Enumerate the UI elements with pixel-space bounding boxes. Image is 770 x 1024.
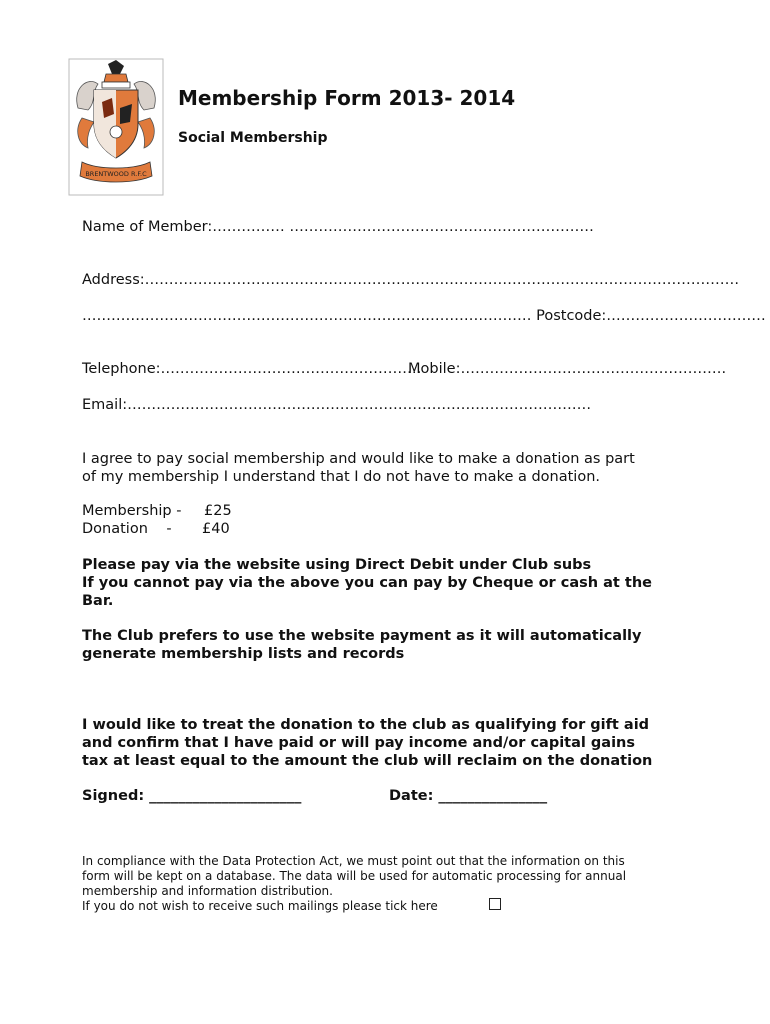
data-protection-notice <box>82 854 702 914</box>
agreement-line: I agree to pay social membership and would like to make a donation as part <box>82 451 635 467</box>
payment-line: The Club prefers to use the website payment as it will automatically <box>82 628 642 644</box>
opt-out-label: If you do not wish to receive such mailings please tick here <box>82 899 438 913</box>
mobile-field[interactable]: Mobile:………………………………………………. <box>408 361 727 377</box>
gift-aid-line: and confirm that I have paid or will pay income and/or capital gains <box>82 735 636 751</box>
donation-fee-label: Donation - <box>82 521 172 537</box>
signature-field[interactable]: Signed: _____________________ <box>82 788 302 804</box>
payment-instructions <box>82 556 722 610</box>
payment-line: generate membership lists and records <box>82 646 405 662</box>
telephone-field[interactable]: Telephone:……………………………………………… <box>82 361 422 377</box>
payment-line: Please pay via the website using Direct Debit under Club subs <box>82 557 592 573</box>
website-payment-note <box>82 627 722 663</box>
gift-aid-line: I would like to treat the donation to the club as qualifying for gift aid <box>82 717 650 733</box>
club-crest-logo <box>68 58 164 196</box>
form-subtitle: Social Membership <box>178 130 328 146</box>
payment-line: Bar. <box>82 593 114 609</box>
address-postcode-field[interactable]: ………………………………………………………………………………… Postcode:…………………………… <box>82 308 766 324</box>
name-of-member-field[interactable]: Name of Member:…………… ……………………………………………………… <box>82 219 594 235</box>
opt-out-checkbox[interactable] <box>489 898 501 910</box>
gift-aid-line: tax at least equal to the amount the club will reclaim on the donation <box>82 753 653 769</box>
membership-fee-amount: £25 <box>204 503 232 519</box>
data-protection-line: membership and information distribution. <box>82 884 333 898</box>
address-field-line1[interactable]: Address:…………………………………………………………………………………………………………… <box>82 272 740 288</box>
gift-aid-declaration <box>82 716 722 770</box>
email-field[interactable]: Email:…………………………………………………………………………………… <box>82 397 592 413</box>
agreement-paragraph <box>82 450 722 486</box>
membership-fee-label: Membership - <box>82 503 182 519</box>
crest-motto: BRENTWOOD R.F.C <box>85 170 147 178</box>
agreement-line: of my membership I understand that I do not have to make a donation. <box>82 469 601 485</box>
payment-line: If you cannot pay via the above you can pay by Cheque or cash at the <box>82 575 652 591</box>
data-protection-line: In compliance with the Data Protection Act, we must point out that the information on this <box>82 854 625 868</box>
date-field[interactable]: Date: _______________ <box>389 788 548 804</box>
donation-fee-amount: £40 <box>202 521 230 537</box>
form-title: Membership Form 2013- 2014 <box>178 86 516 110</box>
data-protection-line: form will be kept on a database. The data will be used for automatic processing for annual <box>82 869 627 883</box>
